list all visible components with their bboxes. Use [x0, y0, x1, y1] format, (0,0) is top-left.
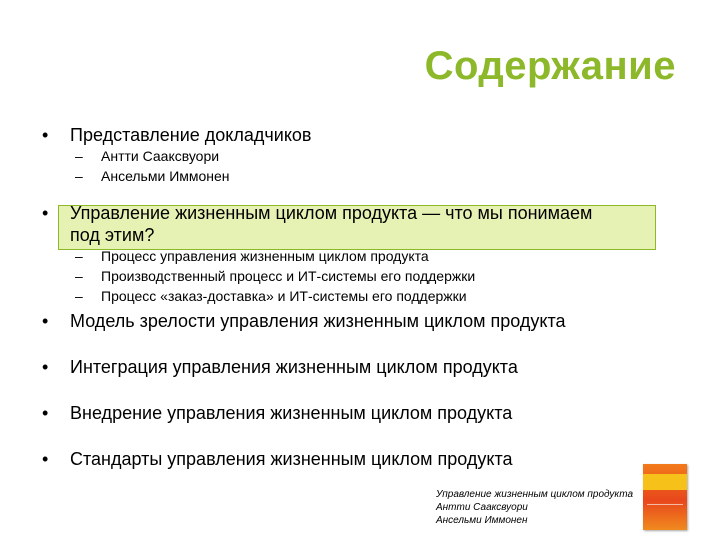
list-item — [40, 124, 680, 146]
sub-item-text: Процесс управления жизненным циклом продукта — [101, 248, 429, 264]
sub-list-item — [40, 266, 680, 286]
caption-author-1: Антти Сааксвуори — [436, 502, 528, 513]
dash-icon: – — [75, 148, 83, 164]
sub-item-text: Ансельми Иммонен — [101, 168, 230, 184]
item-text-line1: Управление жизненным циклом продукта — что мы понимаем — [70, 203, 593, 223]
list-item — [40, 356, 680, 378]
book-cover-image — [643, 464, 687, 530]
sub-list-item — [40, 286, 680, 306]
item-text: Внедрение управления жизненным циклом продукта — [70, 403, 513, 423]
dash-icon: – — [75, 268, 83, 284]
bullet-icon: • — [42, 311, 49, 331]
dash-icon: – — [75, 248, 83, 264]
sub-list-item — [40, 166, 680, 186]
sub-list-item — [40, 246, 680, 266]
list-item — [40, 402, 680, 424]
bullet-icon: • — [42, 357, 49, 377]
list-item — [40, 448, 680, 470]
bullet-icon: • — [42, 403, 49, 423]
list-item-highlighted — [40, 202, 680, 246]
dash-icon: – — [75, 288, 83, 304]
item-text: Представление докладчиков — [70, 125, 312, 145]
bullet-icon: • — [42, 125, 49, 145]
item-text: Стандарты управления жизненным циклом продукта — [70, 449, 513, 469]
caption-author-2: Ансельми Иммонен — [436, 515, 528, 526]
item-text: Интеграция управления жизненным циклом продукта — [70, 357, 518, 377]
sub-item-text: Антти Сааксвуори — [101, 148, 220, 164]
bullet-icon: • — [42, 203, 49, 223]
sub-item-text: Производственный процесс и ИТ-системы его поддержки — [101, 268, 476, 284]
dash-icon: – — [75, 168, 83, 184]
list-item — [40, 310, 680, 332]
book-caption — [436, 488, 633, 527]
bullet-icon: • — [42, 449, 49, 469]
slide-title: Содержание — [424, 44, 676, 88]
bullet-list — [40, 124, 680, 470]
item-text: Модель зрелости управления жизненным циклом продукта — [70, 311, 566, 331]
sub-item-text: Процесс «заказ-доставка» и ИТ-системы его поддержки — [101, 288, 467, 304]
sub-list-item — [40, 146, 680, 166]
caption-title: Управление жизненным циклом продукта — [436, 489, 634, 500]
item-text-line2: под этим? — [70, 225, 155, 245]
